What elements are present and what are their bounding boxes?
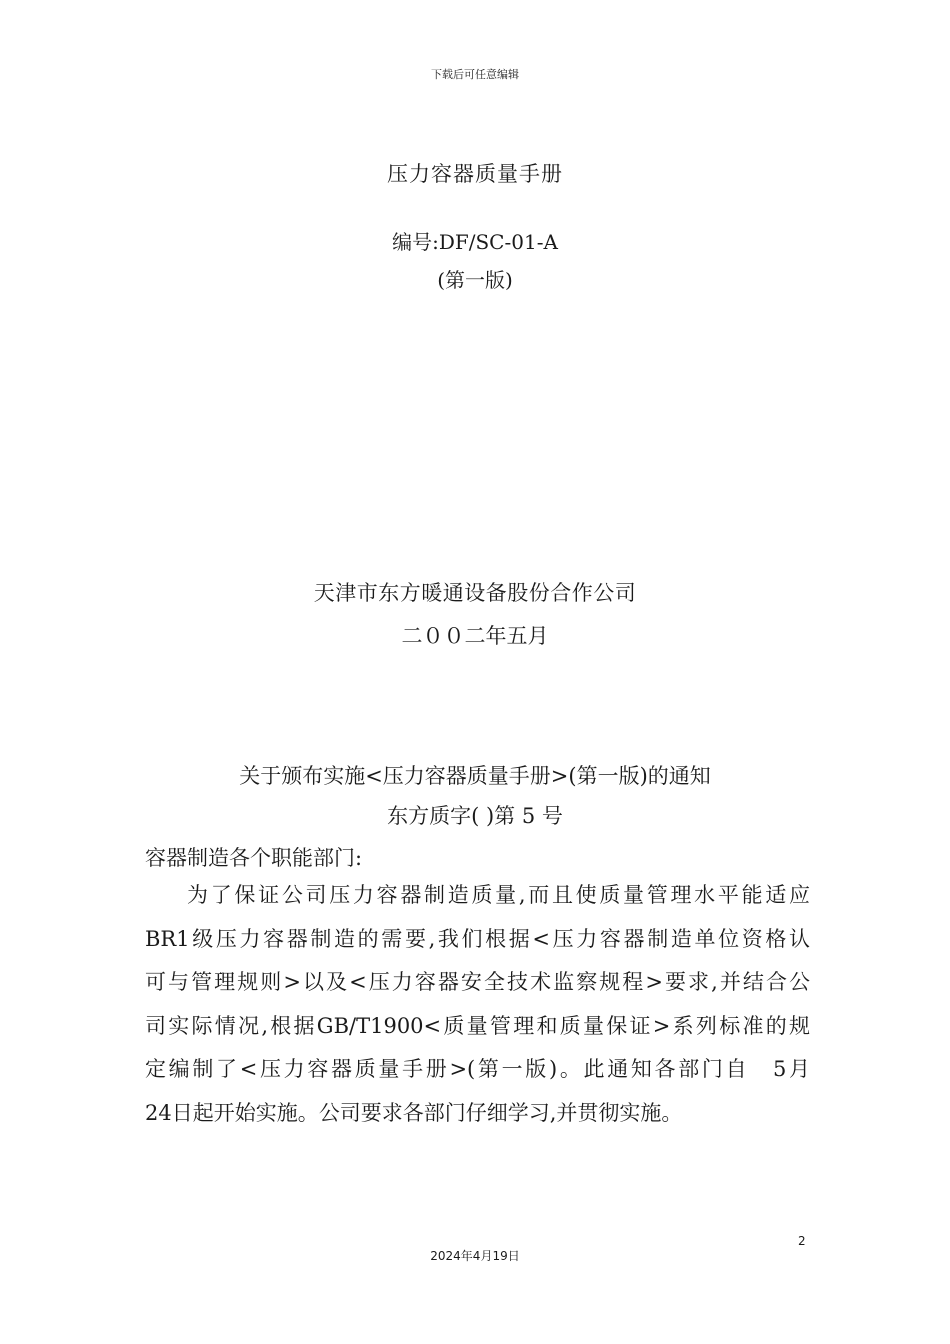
body-line: 为了保证公司压力容器制造质量,而且使质量管理水平能适应 [187,883,810,907]
company-name: 天津市东方暖通设备股份合作公司 [313,581,637,605]
document-code: 编号:DF/SC-01-A [392,230,558,254]
publish-date: 二００二年五月 [401,624,549,648]
header-note: 下载后可任意编辑 [431,68,519,81]
notice-body [145,874,810,1135]
body-line: 可与管理规则>以及<压力容器安全技术监察规程>要求,并结合公 [145,970,810,994]
notice-number: 东方质字( )第 5 号 [387,804,563,828]
body-line: 司实际情况,根据GB/T1900<质量管理和质量保证>系列标准的规 [145,1013,810,1038]
body-line: 24日起开始实施。公司要求各部门仔细学习,并贯彻实施。 [145,1100,683,1125]
document-title: 压力容器质量手册 [387,162,563,186]
notice-title: 关于颁布实施<压力容器质量手册>(第一版)的通知 [239,764,711,788]
body-line: 定编制了<压力容器质量手册>(第一版)。此通知各部门自 5月 [145,1057,810,1081]
notice-addressee: 容器制造各个职能部门: [145,846,363,870]
footer-date: 2024年4月19日 [430,1249,520,1263]
page-number: 2 [798,1234,806,1248]
edition-label: (第一版) [437,268,513,292]
body-line: BR1级压力容器制造的需要,我们根据<压力容器制造单位资格认 [145,926,810,951]
